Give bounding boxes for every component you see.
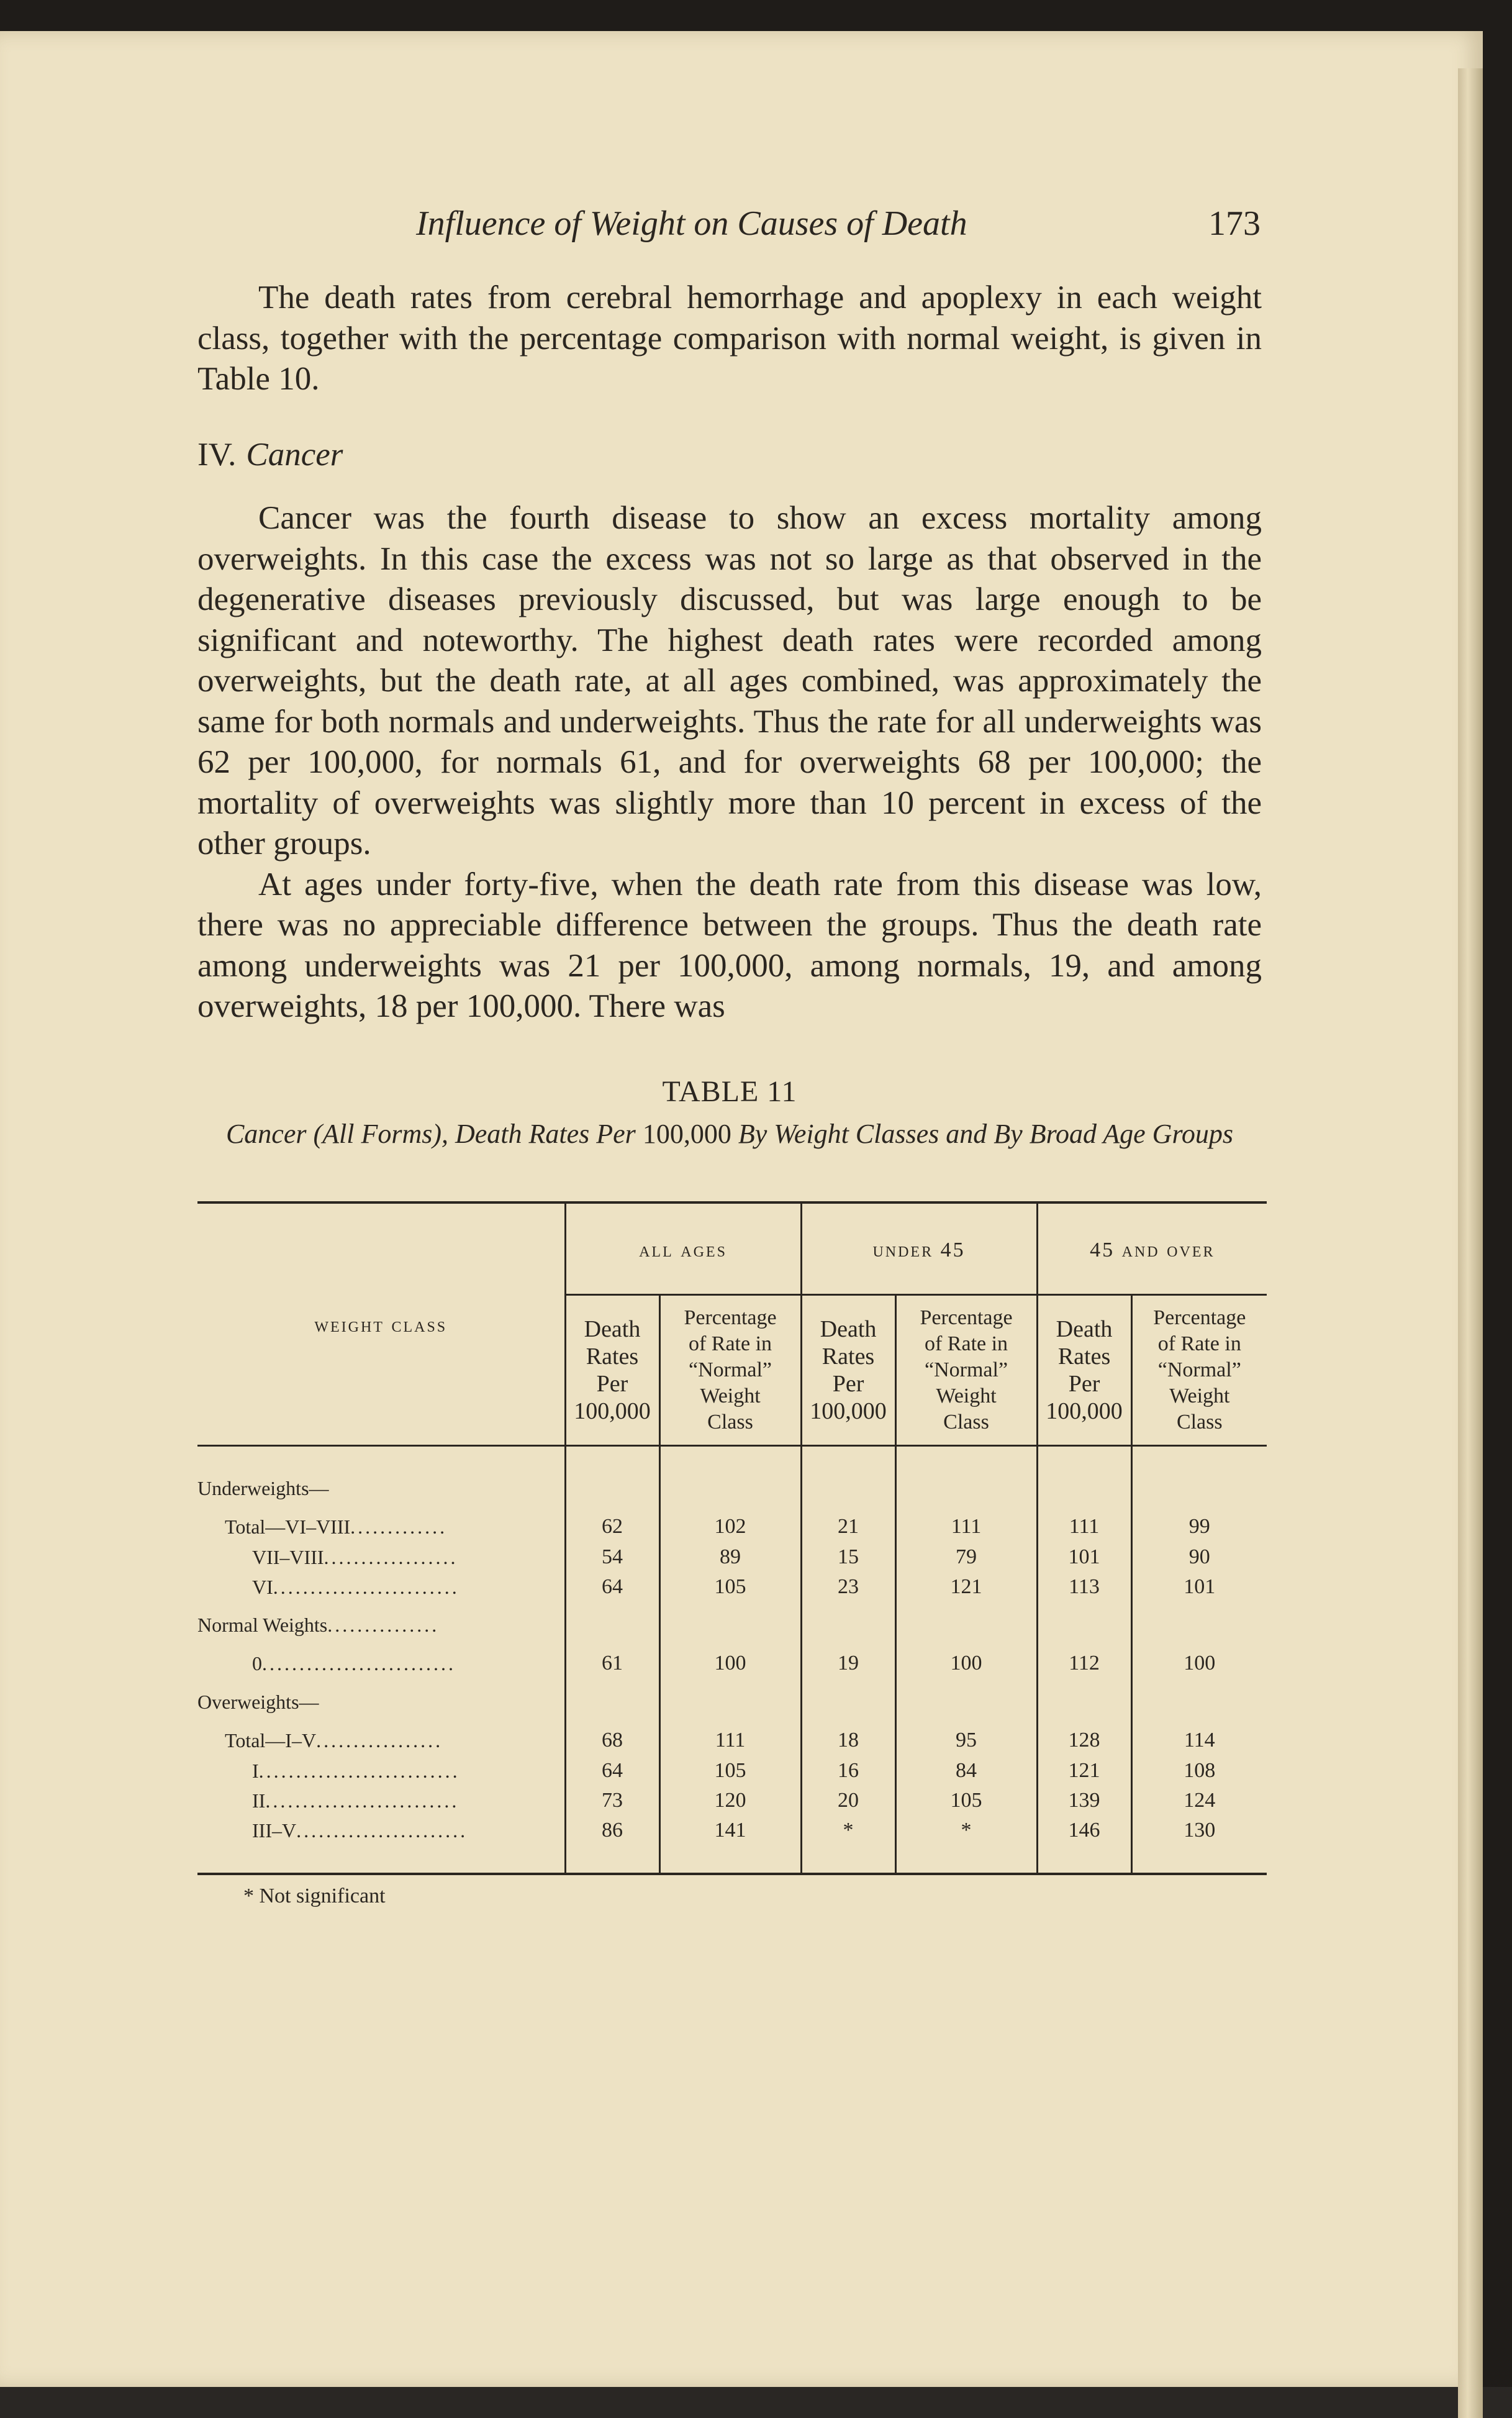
weight-class-header: weight class xyxy=(197,1202,565,1446)
table-cell: 86 xyxy=(565,1816,659,1845)
table-cell: 128 xyxy=(1037,1717,1131,1756)
table-cell: 23 xyxy=(801,1572,895,1602)
row-label: Overweights— xyxy=(197,1691,319,1713)
group-header-under-45: under 45 xyxy=(801,1202,1037,1295)
table-cell: 112 xyxy=(1037,1640,1131,1679)
table-cell: 146 xyxy=(1037,1816,1131,1845)
table-cell: 141 xyxy=(659,1816,801,1845)
group-header-all-ages: all ages xyxy=(565,1202,801,1295)
table-cell: 64 xyxy=(565,1756,659,1786)
table-cell: 100 xyxy=(659,1640,801,1679)
running-header xyxy=(199,204,1261,253)
subheader-percentage: Percentage of Rate in “Normal” Weight Class xyxy=(659,1295,801,1446)
table-cell: 89 xyxy=(659,1542,801,1572)
row-label: VI......................... xyxy=(252,1575,459,1598)
caption-part: Cancer (All Forms), Death Rates Per xyxy=(225,1119,636,1149)
row-label: 0.......................... xyxy=(252,1652,456,1675)
table-caption xyxy=(197,1118,1262,1150)
table-cell: 79 xyxy=(895,1542,1037,1572)
subheader-death-rates: Death Rates Per 100,000 xyxy=(565,1295,659,1446)
paragraph-cerebral-hemorrhage xyxy=(197,278,1262,400)
table-footnote: * Not significant xyxy=(243,1884,386,1907)
paragraph-text: Cancer was the fourth disease to show an excess mortality among overweights. In this case the excess was not so large as that observed in the degenerative diseases previously discussed, but was large enough to be significant and noteworthy. The highest death rates were recorded among overweights, but the death rate, at all ages combined, was approximately the same for both normals and underweights. Thus the rate for all underweights was 62 per 100,000, for normals 61, and for overweights 68 per 100,000; the mortality of overweights was slightly more than 10 percent in excess of the other groups. xyxy=(197,500,1262,861)
table-cell: 111 xyxy=(659,1717,801,1756)
table-spacer xyxy=(197,1446,1267,1466)
caption-part: 100,000 xyxy=(642,1119,731,1149)
table-cell: 54 xyxy=(565,1542,659,1572)
table-row xyxy=(197,1572,1267,1602)
subheader-percentage: Percentage of Rate in “Normal” Weight Class xyxy=(895,1295,1037,1446)
paragraph-text: At ages under forty-five, when the death rate from this disease was low, there was no appreciable difference between the groups. Thus the death rate among underweights was 21 per 100,000, among normals, 19, and among overweights, 18 per 100,000. There was xyxy=(197,866,1262,1024)
page-number: 173 xyxy=(1208,204,1261,243)
table-cell: * xyxy=(801,1816,895,1845)
table-cell: 73 xyxy=(565,1786,659,1816)
table-cell: 121 xyxy=(1037,1756,1131,1786)
table-cell: 15 xyxy=(801,1542,895,1572)
subheader-percentage: Percentage of Rate in “Normal” Weight Class xyxy=(1131,1295,1267,1446)
row-label: Normal Weights............... xyxy=(197,1614,440,1636)
table-cell: 105 xyxy=(659,1572,801,1602)
group-label-row xyxy=(197,1602,1267,1640)
table-cell: 130 xyxy=(1131,1816,1267,1845)
row-label: Underweights— xyxy=(197,1477,329,1499)
group-label-row xyxy=(197,1465,1267,1504)
table-cell: 105 xyxy=(895,1786,1037,1816)
table-cell: 20 xyxy=(801,1786,895,1816)
subheader-death-rates: Death Rates Per 100,000 xyxy=(1037,1295,1131,1446)
table-cell: 113 xyxy=(1037,1572,1131,1602)
row-label: VII–VIII.................. xyxy=(252,1545,458,1568)
table-cell: * xyxy=(895,1816,1037,1845)
table-cell: 111 xyxy=(1037,1504,1131,1542)
table-cell: 95 xyxy=(895,1717,1037,1756)
page-edge xyxy=(1458,68,1483,2418)
section-heading xyxy=(197,436,343,473)
table-cell: 102 xyxy=(659,1504,801,1542)
paragraph-cancer xyxy=(197,498,1262,1027)
table-cell: 124 xyxy=(1131,1786,1267,1816)
table-row xyxy=(197,1542,1267,1572)
paragraph-text: The death rates from cerebral hemorrhage and apoplexy in each weight class, together with the percentage comparison with normal weight, is given in Table 10. xyxy=(197,280,1262,397)
table-cell: 90 xyxy=(1131,1542,1267,1572)
table-cell: 18 xyxy=(801,1717,895,1756)
subheader-death-rates: Death Rates Per 100,000 xyxy=(801,1295,895,1446)
table-cell: 101 xyxy=(1037,1542,1131,1572)
row-label: Total—VI–VIII............. xyxy=(225,1516,448,1538)
row-label: Total—I–V................. xyxy=(225,1729,443,1752)
table-cell: 61 xyxy=(565,1640,659,1679)
table-title: TABLE 11 xyxy=(662,1075,797,1108)
table-cell: 105 xyxy=(659,1756,801,1786)
table-cell: 108 xyxy=(1131,1756,1267,1786)
table-row xyxy=(197,1504,1267,1542)
table-spacer xyxy=(197,1845,1267,1874)
group-label-row xyxy=(197,1679,1267,1717)
table-row xyxy=(197,1756,1267,1786)
table-cell: 120 xyxy=(659,1786,801,1816)
table-cell: 84 xyxy=(895,1756,1037,1786)
group-header-45-and-over: 45 and over xyxy=(1037,1202,1267,1295)
table-cell: 68 xyxy=(565,1717,659,1756)
table-cell: 111 xyxy=(895,1504,1037,1542)
table-row xyxy=(197,1640,1267,1679)
running-title: Influence of Weight on Causes of Death xyxy=(416,204,967,243)
table-cell: 100 xyxy=(1131,1640,1267,1679)
table-cell: 21 xyxy=(801,1504,895,1542)
cancer-death-rates-table xyxy=(197,1201,1267,1875)
table-cell: 19 xyxy=(801,1640,895,1679)
table-cell: 101 xyxy=(1131,1572,1267,1602)
table-row xyxy=(197,1786,1267,1816)
table-cell: 64 xyxy=(565,1572,659,1602)
section-title: Cancer xyxy=(246,437,343,473)
table-cell: 139 xyxy=(1037,1786,1131,1816)
table-cell: 16 xyxy=(801,1756,895,1786)
table-cell: 114 xyxy=(1131,1717,1267,1756)
table-cell: 121 xyxy=(895,1572,1037,1602)
table-row xyxy=(197,1816,1267,1845)
table-row xyxy=(197,1717,1267,1756)
row-label: II.......................... xyxy=(252,1789,459,1812)
table-cell: 100 xyxy=(895,1640,1037,1679)
section-number: IV. xyxy=(197,437,237,473)
caption-part: By Weight Classes and By Broad Age Groups xyxy=(738,1119,1234,1149)
table-cell: 62 xyxy=(565,1504,659,1542)
row-label: III–V....................... xyxy=(252,1819,468,1842)
row-label: I........................... xyxy=(252,1759,460,1782)
table-cell: 99 xyxy=(1131,1504,1267,1542)
